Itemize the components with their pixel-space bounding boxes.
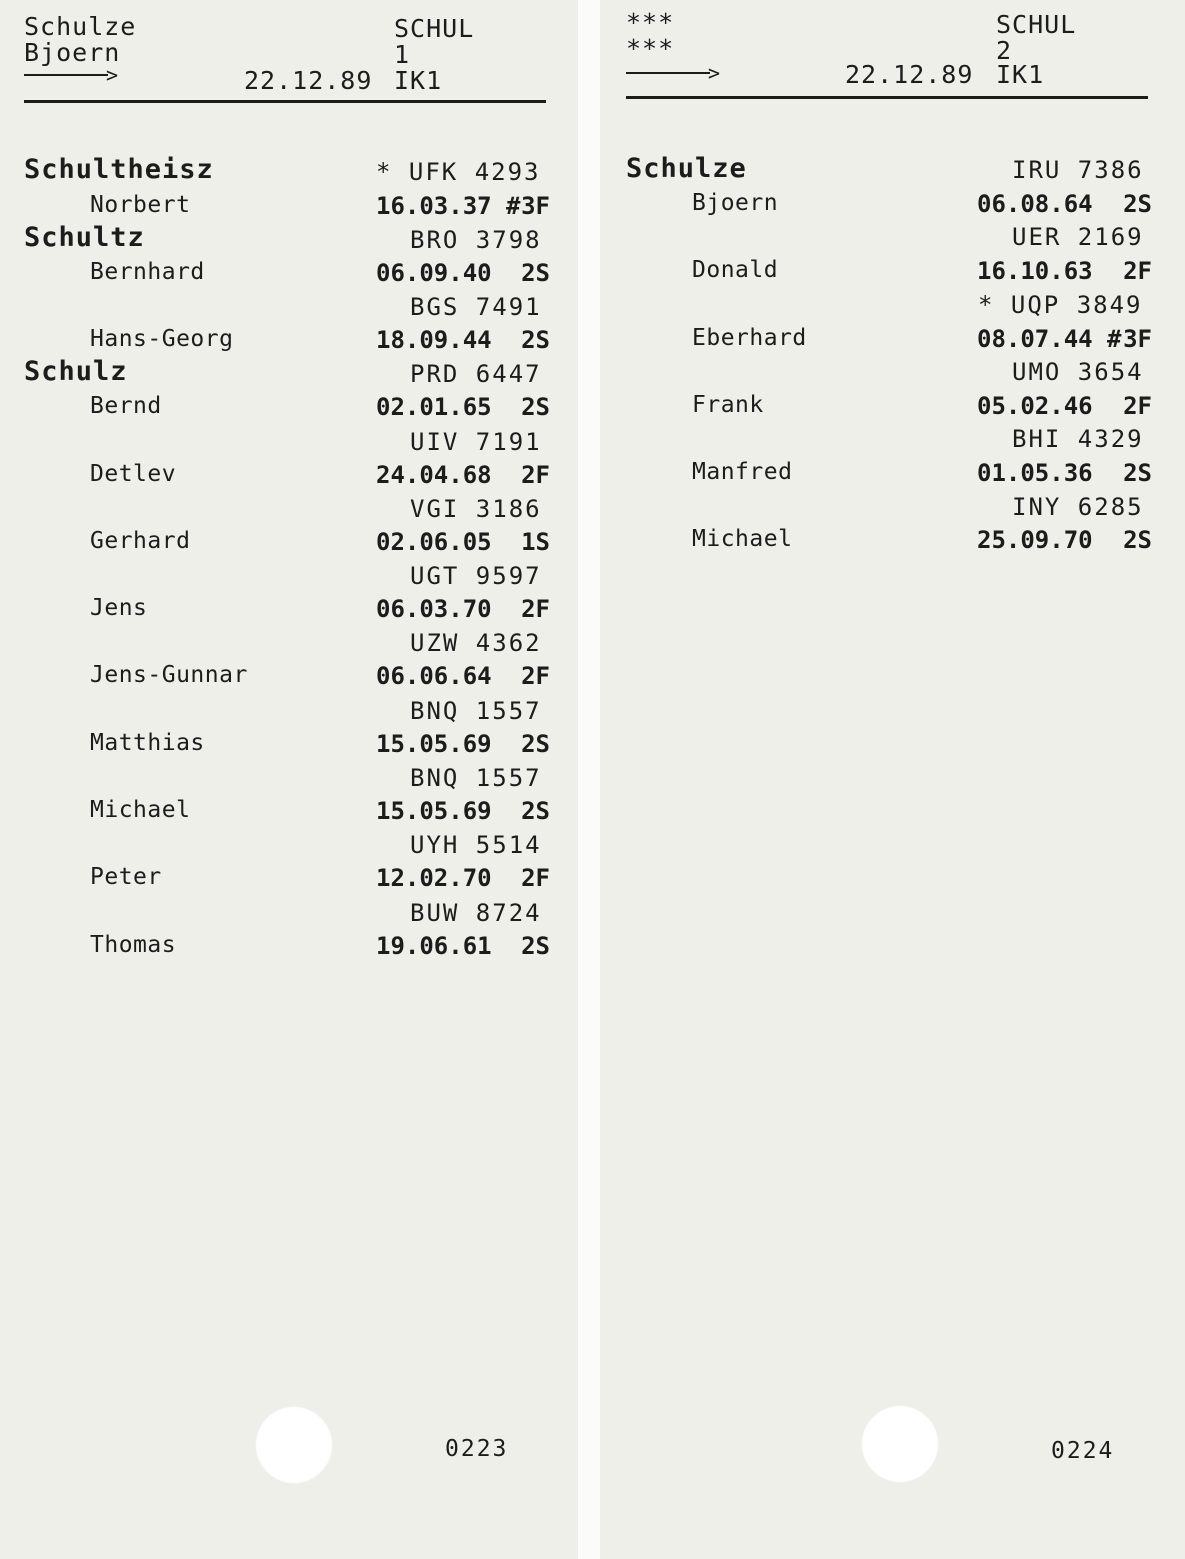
birth-date-line [977,459,1152,487]
birth-date-line [977,392,1152,420]
card-number: 0223 [445,1436,509,1462]
record-code: BRO 3798 [410,226,542,254]
class-code: 2S [1123,459,1152,487]
header-page: 1 [394,40,411,69]
birth-date-line [376,595,550,623]
class-code: 3F [1123,325,1152,353]
given-name: Matthias [90,730,205,756]
header-code: SCHUL [996,10,1077,39]
class-code: 2S [521,797,550,825]
given-name: Donald [692,257,779,283]
surname-entry: Schultheisz [24,154,214,185]
birth-date-line [977,190,1152,218]
class-code: 2F [521,461,550,489]
header-date: 22.12.89 [244,66,373,95]
header-name-line1: Schulze [24,12,137,41]
birth-date-line [376,797,550,825]
birth-date: 16.03.37 # [376,192,521,220]
class-code: 2S [521,259,550,287]
punch-hole [861,1405,939,1483]
class-code: 2F [1123,257,1152,285]
card-0224 [600,0,1185,1559]
record-code: BNQ 1557 [410,764,542,792]
class-code: 1S [521,528,550,556]
surname-entry: Schulz [24,356,128,387]
birth-date-line [376,259,550,287]
birth-date-line [977,526,1152,554]
record-code: IRU 7386 [1012,156,1144,184]
given-name: Detlev [90,461,177,487]
class-code: 2S [521,326,550,354]
record-code: BGS 7491 [410,293,542,321]
header-name-line2: *** [626,34,675,63]
given-name: Norbert [90,192,191,218]
given-name: Hans-Georg [90,326,234,352]
birth-date-line [376,662,550,690]
class-code: 2F [521,864,550,892]
birth-date-line [376,326,550,354]
surname-entry: Schultz [24,222,145,253]
given-name: Bernd [90,393,162,419]
record-code: INY 6285 [1012,493,1144,521]
record-code: UZW 4362 [410,629,542,657]
class-code: 2F [1123,392,1152,420]
class-code: 2S [521,932,550,960]
birth-date: 01.05.36 [977,459,1093,487]
birth-date-line [977,257,1152,285]
arrow-right-icon: > [626,66,722,80]
birth-date-line [376,730,550,758]
header-name-line1: *** [626,8,675,37]
birth-date-line [376,864,550,892]
header-name-line2: Bjoern [24,38,121,67]
given-name: Michael [692,526,793,552]
given-name: Michael [90,797,191,823]
birth-date-line [376,528,550,556]
birth-date: 06.03.70 [376,595,492,623]
given-name: Gerhard [90,528,191,554]
birth-date: 02.01.65 [376,393,492,421]
birth-date: 19.06.61 [376,932,492,960]
header-rule [626,96,1148,99]
birth-date: 06.09.40 [376,259,492,287]
given-name: Bjoern [692,190,779,216]
header-unit: IK1 [394,66,443,95]
header-unit: IK1 [996,60,1045,89]
birth-date: 06.06.64 [376,662,492,690]
record-code: UIV 7191 [410,428,542,456]
birth-date: 18.09.44 [376,326,492,354]
birth-date: 02.06.05 [376,528,492,556]
class-code: 2S [1123,526,1152,554]
class-code: 2S [1123,190,1152,218]
birth-date: 15.05.69 [376,797,492,825]
given-name: Thomas [90,932,177,958]
header-rule [24,100,546,103]
record-code: BNQ 1557 [410,697,542,725]
header-date: 22.12.89 [845,60,974,89]
record-code: PRD 6447 [410,360,542,388]
birth-date: 25.09.70 [977,526,1093,554]
surname-entry: Schulze [626,153,747,184]
record-code: UMO 3654 [1012,358,1144,386]
header-page: 2 [996,36,1013,65]
record-code: BUW 8724 [410,899,542,927]
class-code: 2F [521,595,550,623]
birth-date: 12.02.70 [376,864,492,892]
birth-date: 06.08.64 [977,190,1093,218]
birth-date: 15.05.69 [376,730,492,758]
birth-date-line [977,325,1152,353]
birth-date: 16.10.63 [977,257,1093,285]
header-code: SCHUL [394,14,475,43]
given-name: Frank [692,392,764,418]
class-code: 3F [521,192,550,220]
card-number: 0224 [1051,1438,1115,1464]
card-0223 [0,0,578,1559]
birth-date: 24.04.68 [376,461,492,489]
given-name: Manfred [692,459,793,485]
given-name: Jens-Gunnar [90,662,248,688]
birth-date-line [376,393,550,421]
punch-hole [255,1406,333,1484]
birth-date-line [376,461,550,489]
class-code: 2S [521,393,550,421]
birth-date: 08.07.44 # [977,325,1122,353]
birth-date: 05.02.46 [977,392,1093,420]
card-separator [578,0,600,1559]
record-code: BHI 4329 [1012,425,1144,453]
given-name: Jens [90,595,148,621]
given-name: Bernhard [90,259,205,285]
record-code: * UQP 3849 [978,291,1143,319]
given-name: Peter [90,864,162,890]
record-code: UER 2169 [1012,223,1144,251]
record-code: UYH 5514 [410,831,542,859]
record-code: VGI 3186 [410,495,542,523]
given-name: Eberhard [692,325,807,351]
class-code: 2S [521,730,550,758]
birth-date-line [376,192,550,220]
birth-date-line [376,932,550,960]
class-code: 2F [521,662,550,690]
arrow-right-icon: > [24,68,120,82]
record-code: * UFK 4293 [376,158,541,186]
record-code: UGT 9597 [410,562,542,590]
